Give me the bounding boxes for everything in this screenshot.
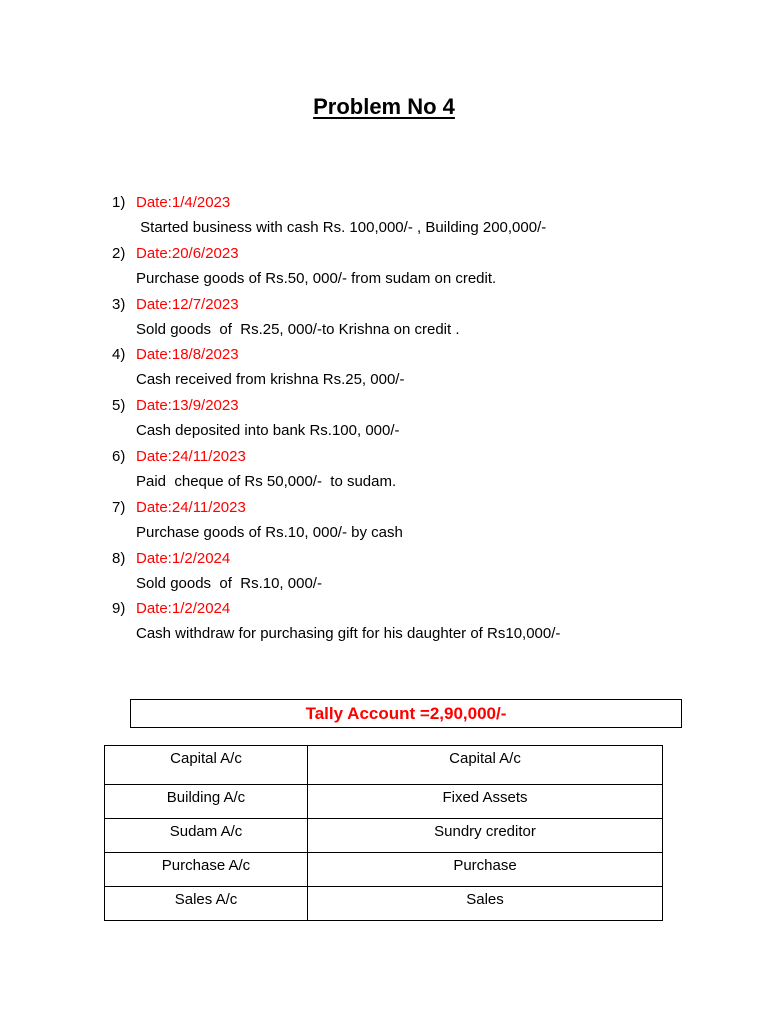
item-date: Date:24/11/2023 xyxy=(136,498,246,516)
page-title: Problem No 4 xyxy=(313,94,455,119)
tally-account-heading: Tally Account =2,90,000/- xyxy=(130,699,682,728)
item-description: Purchase goods of Rs.50, 000/- from sudam on credit. xyxy=(136,269,497,287)
ledger-group-table xyxy=(104,745,663,921)
ledger-group-cell: Purchase xyxy=(308,853,663,887)
item-description: Sold goods of Rs.10, 000/- xyxy=(136,574,322,592)
item-date: Date:18/8/2023 xyxy=(136,346,239,364)
item-description: Cash received from krishna Rs.25, 000/- xyxy=(136,371,405,389)
item-date: Date:20/6/2023 xyxy=(136,244,239,262)
list-item xyxy=(0,548,768,599)
item-description: Sold goods of Rs.25, 000/-to Krishna on credit . xyxy=(136,320,460,338)
transaction-list xyxy=(0,192,768,649)
list-item xyxy=(0,344,768,395)
item-description: Purchase goods of Rs.10, 000/- by cash xyxy=(136,523,403,541)
list-item xyxy=(0,192,768,243)
item-description: Paid cheque of Rs 50,000/- to sudam. xyxy=(136,472,397,490)
table-row xyxy=(105,746,663,785)
item-number: 4) xyxy=(112,346,126,364)
item-number: 7) xyxy=(112,498,126,516)
ledger-group-cell: Capital A/c xyxy=(308,746,663,785)
item-number: 5) xyxy=(112,397,126,415)
table-row xyxy=(105,785,663,819)
ledger-group-cell: Sales xyxy=(308,887,663,921)
ledger-name-cell: Sudam A/c xyxy=(105,819,308,853)
list-item xyxy=(0,497,768,548)
ledger-name-cell: Sales A/c xyxy=(105,887,308,921)
list-item xyxy=(0,243,768,294)
ledger-name-cell: Capital A/c xyxy=(105,746,308,785)
ledger-group-cell: Sundry creditor xyxy=(308,819,663,853)
item-date: Date:24/11/2023 xyxy=(136,447,246,465)
item-description: Cash withdraw for purchasing gift for his daughter of Rs10,000/- xyxy=(136,625,561,643)
item-number: 6) xyxy=(112,447,126,465)
table-row xyxy=(105,819,663,853)
item-description: Started business with cash Rs. 100,000/- , Building 200,000/- xyxy=(136,219,547,236)
list-item xyxy=(0,598,768,649)
item-number: 1) xyxy=(112,194,126,211)
item-date: Date:1/2/2024 xyxy=(136,600,231,618)
item-description: Cash deposited into bank Rs.100, 000/- xyxy=(136,422,400,440)
item-number: 9) xyxy=(112,600,126,618)
list-item xyxy=(0,446,768,497)
ledger-group-cell: Fixed Assets xyxy=(308,785,663,819)
item-date: Date:1/4/2023 xyxy=(136,194,231,211)
table-row xyxy=(105,853,663,887)
list-item xyxy=(0,294,768,345)
table-row xyxy=(105,887,663,921)
item-number: 8) xyxy=(112,549,126,567)
item-date: Date:12/7/2023 xyxy=(136,295,239,313)
item-date: Date:13/9/2023 xyxy=(136,397,239,415)
item-number: 2) xyxy=(112,244,126,262)
item-date: Date:1/2/2024 xyxy=(136,549,231,567)
item-number: 3) xyxy=(112,295,126,313)
ledger-name-cell: Purchase A/c xyxy=(105,853,308,887)
list-item xyxy=(0,395,768,446)
ledger-name-cell: Building A/c xyxy=(105,785,308,819)
